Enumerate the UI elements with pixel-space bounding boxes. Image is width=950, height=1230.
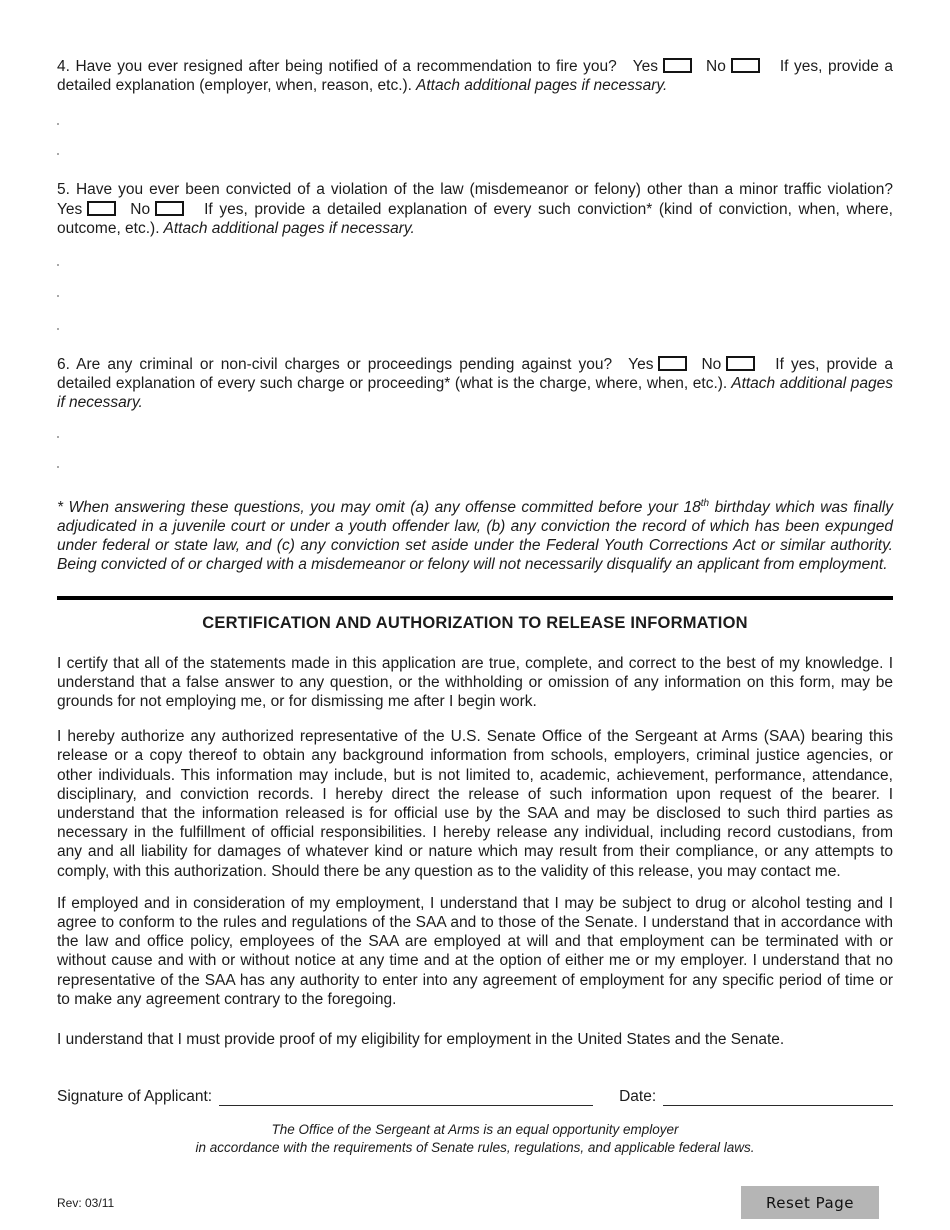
certification-heading: CERTIFICATION AND AUTHORIZATION TO RELEASE INFORMATION [202, 613, 748, 632]
signature-label: Signature of Applicant: [57, 1088, 213, 1106]
revision-label: Rev: 03/11 [57, 1195, 115, 1210]
question-4-followup: If yes, provide a detailed explanation (employer, when, reason, etc.). [57, 58, 893, 95]
question-5 [57, 180, 893, 238]
certification-paragraph-4: I understand that I must provide proof of my eligibility for employment in the United States and the Senate. [57, 1031, 785, 1049]
signature-row [57, 1086, 893, 1106]
question-5-no-checkbox[interactable] [155, 201, 184, 216]
question-4-no-label: No [706, 58, 726, 75]
question-4-yes-checkbox[interactable] [663, 58, 692, 73]
question-5-yes-checkbox[interactable] [87, 201, 116, 216]
page-footer [57, 1186, 893, 1219]
question-6 [57, 355, 893, 413]
field-dot [57, 436, 59, 438]
date-field[interactable] [663, 1086, 893, 1106]
question-4-explanation-field[interactable] [57, 95, 893, 180]
question-4-attach-note: Attach additional pages if necessary. [416, 77, 668, 95]
field-dot [57, 264, 59, 266]
certification-paragraph-1: I certify that all of the statements made in this application are true, complete, and correct to the best of my knowledge. I understand that a false answer to any question, or the withholding or omission of any information on this form, may be grounds for not employing me, or for dismissing me after I begin work. [57, 654, 893, 710]
field-dot [57, 153, 59, 155]
question-6-yes-no [628, 356, 755, 373]
date-label: Date: [619, 1088, 657, 1106]
question-6-no-checkbox[interactable] [726, 356, 755, 371]
field-dot [57, 466, 59, 468]
certification-paragraph-3: If employed and in consideration of my employment, I understand that I may be subject to drug or alcohol testing and I agree to conform to the rules and regulations of the SAA and to those of the Senate. I understand that in accordance with the law and office policy, employees of the SAA are employed at will and that employment can be terminated with or without cause and with or without notice at any time and at the option of either me or my employer. I understand that no representative of the SAA has any authority to enter into any agreement of employment for any specific period of time or to make any agreement contrary to the foregoing. [57, 894, 893, 1008]
equal-opportunity-statement [57, 1121, 893, 1156]
question-5-yes-no [57, 201, 184, 218]
reset-page-button[interactable]: Reset Page [741, 1186, 879, 1219]
question-4-yes-no [633, 58, 760, 75]
footnote-text-before: * When answering these questions, you may omit (a) any offense committed before your 18 [57, 498, 701, 516]
footnote [57, 494, 893, 575]
question-5-yes-label: Yes [57, 200, 83, 218]
eoe-line-2: in accordance with the requirements of Senate rules, regulations, and applicable federal laws. [195, 1139, 755, 1155]
certification-paragraph-2: I hereby authorize any authorized representative of the U.S. Senate Office of the Sergeant at Arms (SAA) bearing this release or a copy thereof to obtain any background information from schools, employers, criminal justice agencies, or other individuals. This information may include, but is not limited to, academic, achievement, performance, attendance, disciplinary, and conviction records. I hereby direct the release of such information upon request of the bearer. I understand that the information released is for official use by the SAA and may be disclosed to such third parties as necessary in the fulfillment of official responsibilities. I hereby release any individual, including record custodians, from any and all liability for damages of whatever kind or nature which may result from their compliance, or any attempts to comply, with this authorization. Should there be any question as to the validity of this release, you may contact me. [57, 728, 893, 880]
eoe-line-1: The Office of the Sergeant at Arms is an equal opportunity employer [271, 1122, 679, 1138]
question-5-attach-note: Attach additional pages if necessary. [163, 219, 415, 237]
footnote-text-after: birthday which was finally adjudicated in a juvenile court or under a youth offender law, (b) any conviction the record of which has been expunged under federal or state law, and (c) any conviction set aside under the Federal Youth Corrections Act or similar authority. Being convicted of or charged with a misdemeanor or felony will not necessarily disqualify an applicant from employment. [57, 498, 893, 574]
question-6-no-label: No [701, 356, 722, 374]
field-dot [57, 295, 59, 297]
signature-field[interactable] [219, 1086, 593, 1106]
question-5-text: 5. Have you ever been convicted of a violation of the law (misdemeanor or felony) other than a minor traffic violation? [57, 181, 893, 199]
question-6-yes-checkbox[interactable] [658, 356, 687, 371]
question-4-text: 4. Have you ever resigned after being notified of a recommendation to fire you? [57, 58, 617, 75]
section-divider-rule [57, 596, 893, 600]
question-6-yes-label: Yes [628, 356, 654, 374]
question-5-no-label: No [130, 200, 151, 218]
footnote-superscript: th [700, 497, 710, 509]
question-6-text: 6. Are any criminal or non-civil charges or proceedings pending against you? [57, 356, 613, 374]
question-6-explanation-field[interactable] [57, 413, 893, 494]
question-5-explanation-field[interactable] [57, 238, 893, 355]
field-dot [57, 328, 59, 330]
field-dot [57, 123, 59, 125]
question-4 [57, 57, 893, 95]
question-6-attach-note: Attach additional pages if necessary. [57, 375, 893, 412]
question-6-followup: If yes, provide a detailed explanation of every such charge or proceeding* (what is the charge, where, when, etc.). [57, 356, 893, 393]
question-4-no-checkbox[interactable] [731, 58, 760, 73]
question-4-yes-label: Yes [632, 58, 659, 75]
question-5-followup: If yes, provide a detailed explanation of every such conviction* (kind of conviction, when, where, outcome, etc.). [57, 200, 893, 237]
